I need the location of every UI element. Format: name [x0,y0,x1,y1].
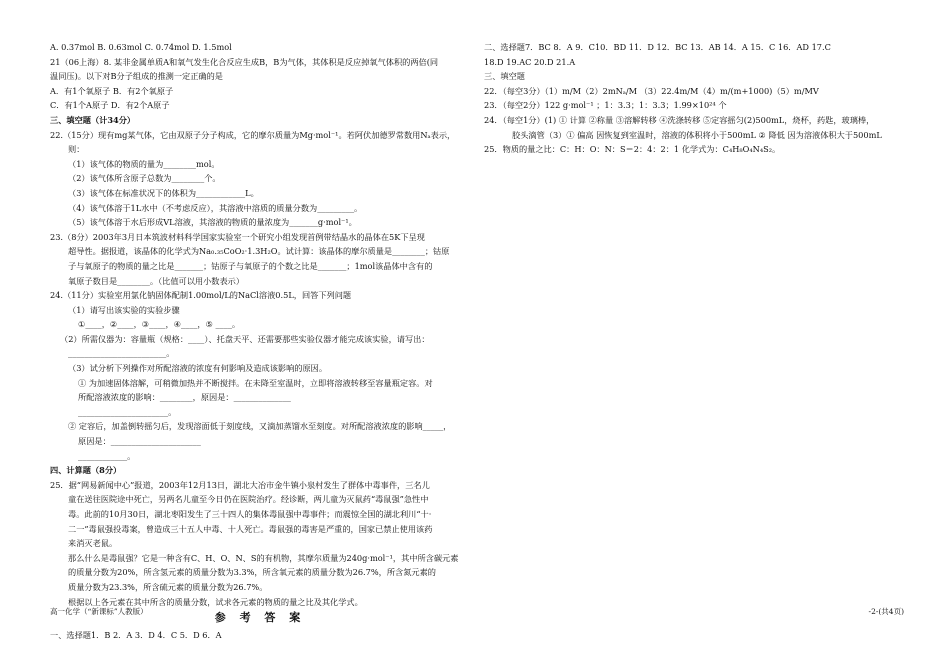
q24-part3-item1: ① 为加速固体溶解，可稍微加热并不断搅拌。在未降至室温时，立即将溶液转移至容量瓶定容。对 [78,377,433,388]
q24-part3-item1-blank: ______________________。 [78,406,177,417]
answer-24: 24．（每空1分）(1) ① 计算 ②称量 ③溶解转移 ④洗涤转移 ⑤定容摇匀(2)500mL，烧杯，药匙，玻璃棒， [484,114,875,125]
q24-part3: （3）试分析下列操作对所配溶液的浓度有何影响及造成该影响的原因。 [68,363,328,374]
left-column [50,40,470,642]
section-calculation: 四、计算题（8分） [50,465,122,476]
q25-line1: 25．据“网易新闻中心”报道，2003年12月13日，湖北大冶市金牛镇小泉村发生了群体中毒事件，三名儿 [50,479,430,490]
q24-part3-item2: ② 定容后，加盖倒转摇匀后，发现溶面低于刻度线，又滴加蒸馏水至刻度。对所配溶液浓度的影响_____， [68,421,452,432]
answer-25: 25．物质的量之比：C：H：O：N：S＝2：4：2：1 化学式为：C₄H₈O₄N₄S₂。 [484,144,781,155]
q21-options-ab: A．有1个氧原子 B．有2个氧原子 [50,85,174,96]
q21-stem: 21（06上海）8. 某非金属单质A和氧气发生化合反应生成B，B为气体，其体积是反应掉氧气体积的两倍(同 [50,56,439,67]
q23-line4: 氧原子数目是________。（比值可以用小数表示） [68,275,245,286]
q22-stem-cont: 则： [68,144,85,155]
q25-line8: 质量分数为23.3%，所含硫元素的质量分数为26.7%。 [68,581,268,592]
q25-line2: 童在送往医院途中死亡，另两名儿童至今日仍在医院治疗。经诊断，两儿童为灭鼠药“毒鼠强”急性中 [68,494,429,505]
q25-line3: 毒。此前的10月30日，湖北枣阳发生了三十四人的集体毒鼠强中毒事件；而震惊全国的湖北利川“十· [68,509,432,519]
q25-line7: 的质量分数为20%，所含氢元素的质量分数为3.3%，所含氧元素的质量分数为26.7%，所含氮元素的 [68,567,436,578]
answers-choice-2-cont: 18.D 19.AC 20.D 21.A [484,56,576,67]
q24-part2-blank: ________________________。 [68,348,175,359]
section-fill-blank: 三、填空题（计34分） [50,114,136,125]
q22-stem: 22.（15分）现有mg某气体，它由双原子分子构成，它的摩尔质量为Mg·mol⁻¹。若阿伏加德罗常数用Nₐ表示， [50,129,456,140]
q22-part5: （5）该气体溶于水后形成VL溶液，其溶液的物质的量浓度为_______g·mol⁻¹。 [68,217,357,228]
answer-24-cont: 胶头滴管（3）① 偏高 因恢复到室温时，溶液的体积将小于500mL ② 降低 因为溶液体积大于500mL [512,129,882,140]
footer-page-number: -2-(共4页) [868,607,904,616]
q23-stem: 23.（8分）2003年3月日本筑波材料科学国家实验室一个研究小组发现首例带结晶水的晶体在5K下呈现 [50,231,425,242]
q24-stem: 24.（11分）实验室用氯化钠固体配制1.00mol/L的NaCl溶液0.5L，回答下列问题 [50,290,352,301]
q24-part3-item2-cont: 原因是：______________________ [78,436,201,447]
right-column [484,40,904,157]
q24-part3-item1-cont: 所配溶液浓度的影响：________，原因是：______________ [78,392,291,403]
q20-options: A. 0.37mol B. 0.63mol C. 0.74mol D. 1.5mol [50,42,232,52]
q24-part2: （2）所需仪器为：容量瓶（规格：____）、托盘天平、还需要那些实验仪器才能完成该实验，请写出： [60,333,430,344]
q22-part2: （2）该气体所含原子总数为________个。 [68,173,221,184]
q24-steps-blanks: ①____，②____，③____，④____，⑤ ____。 [78,319,241,330]
q21-stem-cont: 温同压)。以下对B分子组成的推测一定正确的是 [50,71,223,82]
q23-line3: 子与氧原子的物质的量之比是_______；钴原子与氧原子的个数之比是_______；1mol该晶体中含有的 [68,260,433,271]
q23-line2: 超导性。据报道，该晶体的化学式为Na₀.₃₅CoO₂·1.3H₂O。试计算：该晶体的摩尔质量是________；钴原 [68,246,450,257]
answers-choice-1: 一、选择题1．B 2．A 3．D 4．C 5．D 6．A [50,629,222,640]
q21-options-cd: C．有1个A原子 D．有2个A原子 [50,100,170,111]
q25-line9: 根据以上各元素在其中所含的质量分数，试求各元素的物质的量之比及其化学式。 [68,596,363,607]
q22-part1: （1）该气体的物质的量为________mol。 [68,158,220,169]
q25-line5: 来消灭老鼠。 [68,538,118,549]
answers-fill-heading: 三、填空题 [484,71,525,82]
answer-23: 23．（每空2分）122 g·mol⁻¹ ；1：3.3；1：3.3；1.99×10²⁴ 个 [484,100,727,111]
answer-key-title: 参 考 答 案 [214,611,306,625]
answer-22: 22．（每空3分）（1）m/M（2）2mNₐ/M （3）22.4m/M（4）m/(m+1000)（5）m/MV [484,85,819,96]
q25-line6: 那么什么是毒鼠强？它是一种含有C、H、O、N、S的有机物，其摩尔质量为240g·mol⁻¹，其中所含碳元素 [68,552,459,563]
answers-choice-2: 二、选择题7．BC 8．A 9．C10．BD 11．D 12．BC 13．AB 14．A 15．C 16．AD 17.C [484,42,831,52]
q22-part4: （4）该气体溶于1L水中（不考虑反应），其溶液中溶质的质量分数为_________。 [68,202,363,213]
q24-part1: （1）请写出该实验的实验步骤 [68,304,180,315]
footer-course: 高一化学（“新课标”人教版） [50,607,148,616]
q25-line4: 二一”毒鼠强投毒案，曾造成三十五人中毒、十人死亡。毒鼠强的毒害是严重的，国家已禁止使用该药 [68,523,433,534]
q24-part3-item2-blank: ____________。 [78,450,136,461]
q22-part3: （3）该气体在标准状况下的体积为____________L。 [68,187,259,198]
